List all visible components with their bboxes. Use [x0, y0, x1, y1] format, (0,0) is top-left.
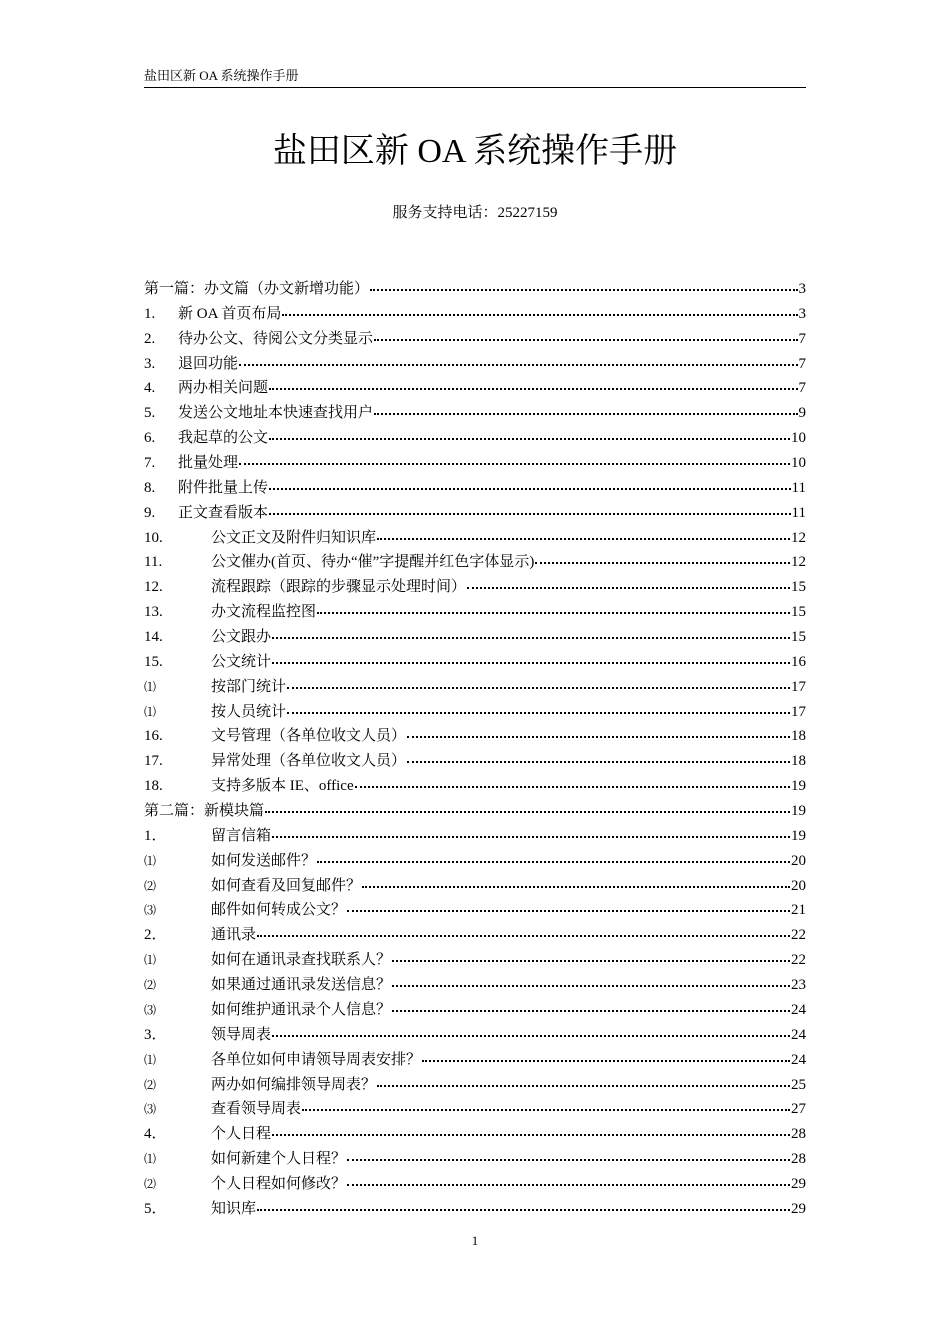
toc-dot-leader — [362, 885, 790, 888]
toc-entry-number: 2. — [144, 330, 156, 347]
toc-entry-number: 11. — [144, 554, 163, 571]
toc-entry[interactable] — [144, 700, 806, 725]
toc-dot-leader — [272, 1133, 790, 1136]
toc-dot-leader — [374, 338, 797, 341]
toc-entry-number: 13. — [144, 604, 163, 621]
toc-entry-number: 3. — [144, 355, 156, 372]
toc-entry[interactable] — [144, 600, 806, 625]
toc-dot-leader — [239, 462, 790, 465]
toc-entry-number: ⑴ — [144, 679, 157, 694]
toc-entry[interactable] — [144, 923, 806, 948]
toc-dot-leader — [370, 288, 797, 291]
toc-entry-page: 25 — [791, 1076, 806, 1093]
toc-entry-page: 20 — [791, 877, 806, 894]
toc-entry[interactable] — [144, 501, 806, 526]
toc-entry-page: 15 — [791, 629, 806, 646]
toc-entry-title: 邮件如何转成公文？ — [211, 902, 347, 919]
toc-entry[interactable] — [144, 998, 806, 1023]
toc-entry-number: ⑴ — [144, 704, 157, 719]
toc-entry-title: 支持多版本 IE、office — [211, 778, 354, 795]
toc-dot-leader — [422, 1059, 790, 1062]
toc-entry-page: 28 — [791, 1151, 806, 1168]
toc-entry-title: 附件批量上传 — [178, 479, 269, 496]
toc-entry-page: 27 — [791, 1101, 806, 1118]
toc-entry-page: 29 — [791, 1200, 806, 1217]
toc-dot-leader — [272, 636, 790, 639]
toc-entry-number: ⑵ — [144, 978, 157, 993]
toc-entry-title: 我起草的公文 — [178, 430, 269, 447]
toc-entry-number: 7. — [144, 455, 156, 472]
toc-entry-page: 28 — [791, 1126, 806, 1143]
toc-entry-title: 留言信箱 — [211, 827, 272, 844]
toc-entry[interactable] — [144, 1073, 806, 1098]
toc-dot-leader — [269, 387, 797, 390]
toc-entry-title: 如何在通讯录查找联系人？ — [211, 952, 392, 969]
toc-entry[interactable] — [144, 1023, 806, 1048]
toc-dot-leader — [269, 512, 791, 515]
toc-entry-page: 7 — [798, 380, 806, 397]
toc-entry-number: ⑴ — [144, 953, 157, 968]
toc-dot-leader — [377, 1084, 790, 1087]
toc-entry[interactable] — [144, 1172, 806, 1197]
toc-entry-page: 19 — [791, 778, 806, 795]
toc-entry-title: 公文统计 — [211, 653, 272, 670]
toc-entry-title: 批量处理 — [178, 455, 239, 472]
toc-dot-leader — [347, 1183, 790, 1186]
toc-entry-page: 18 — [791, 728, 806, 745]
toc-entry-page: 19 — [791, 803, 806, 820]
toc-entry-number: ⑵ — [144, 878, 157, 893]
toc-dot-leader — [269, 487, 791, 490]
toc-entry-title: 通讯录 — [211, 927, 257, 944]
toc-dot-leader — [377, 537, 790, 540]
toc-entry[interactable] — [144, 675, 806, 700]
header-rule — [144, 87, 806, 88]
toc-dot-leader — [374, 412, 797, 415]
toc-entry[interactable] — [144, 327, 806, 352]
toc-entry[interactable] — [144, 749, 806, 774]
toc-entry-title: 流程跟踪（跟踪的步骤显示处理时间） — [211, 579, 467, 596]
toc-entry-page: 3 — [798, 305, 806, 322]
support-phone: 服务支持电话：25227159 — [392, 205, 558, 221]
toc-dot-leader — [257, 934, 790, 937]
toc-dot-leader — [239, 363, 797, 366]
toc-entry[interactable] — [144, 476, 806, 501]
toc-entry[interactable] — [144, 1048, 806, 1073]
toc-entry-page: 21 — [791, 902, 806, 919]
toc-entry[interactable] — [144, 352, 806, 377]
toc-dot-leader — [467, 586, 790, 589]
toc-entry[interactable] — [144, 1147, 806, 1172]
toc-dot-leader — [355, 785, 790, 788]
toc-entry-title: 公文催办(首页、待办“催”字提醒并红色字体显示) — [211, 554, 535, 571]
toc-entry-number: 4． — [144, 1126, 167, 1143]
toc-dot-leader — [287, 686, 790, 689]
toc-dot-leader — [272, 835, 790, 838]
toc-entry-page: 12 — [791, 554, 806, 571]
toc-entry-number: ⑴ — [144, 1052, 157, 1067]
toc-entry-title: 异常处理（各单位收文人员） — [211, 753, 407, 770]
toc-entry[interactable] — [144, 451, 806, 476]
toc-entry-number: 12. — [144, 579, 163, 596]
toc-entry-page: 22 — [791, 952, 806, 969]
toc-entry-number: 5. — [144, 405, 156, 422]
toc-entry-number: ⑶ — [144, 1102, 157, 1117]
toc-dot-leader — [265, 810, 790, 813]
toc-entry[interactable] — [144, 874, 806, 899]
toc-entry-page: 17 — [791, 678, 806, 695]
toc-entry[interactable] — [144, 650, 806, 675]
toc-entry-page: 9 — [798, 405, 806, 422]
toc-entry[interactable] — [144, 824, 806, 849]
toc-entry[interactable] — [144, 526, 806, 551]
toc-entry[interactable] — [144, 1097, 806, 1122]
toc-entry[interactable] — [144, 625, 806, 650]
toc-entry[interactable] — [144, 948, 806, 973]
toc-entry-title: 两办如何编排领导周表？ — [211, 1076, 377, 1093]
toc-entry-title: 如何新建个人日程？ — [211, 1151, 347, 1168]
page-number: 1 — [471, 1233, 479, 1248]
toc-dot-leader — [272, 1034, 790, 1037]
toc-entry[interactable] — [144, 426, 806, 451]
toc-dot-leader — [257, 1208, 790, 1211]
toc-entry-page: 24 — [791, 1001, 806, 1018]
toc-entry[interactable] — [144, 724, 806, 749]
toc-entry-number: 3． — [144, 1026, 167, 1043]
toc-entry-page: 12 — [791, 529, 806, 546]
toc-entry-page: 3 — [798, 281, 806, 297]
toc-entry-title: 领导周表 — [211, 1026, 272, 1043]
toc-entry-number: 6. — [144, 430, 156, 447]
toc-entry-number: 17. — [144, 753, 163, 770]
toc-entry-number: 16. — [144, 728, 163, 745]
toc-entry[interactable] — [144, 302, 806, 327]
table-of-contents — [144, 277, 806, 1222]
toc-entry-number: ⑴ — [144, 853, 157, 868]
toc-dot-leader — [272, 661, 790, 664]
toc-entry-title: 办文流程监控图 — [211, 604, 317, 621]
toc-entry-page: 20 — [791, 852, 806, 869]
toc-entry-number: ⑴ — [144, 1152, 157, 1167]
toc-entry-page: 10 — [791, 455, 806, 472]
toc-entry-number: 8. — [144, 479, 156, 496]
toc-entry-title: 各单位如何申请领导周表安排？ — [211, 1051, 422, 1068]
toc-entry-number: 10. — [144, 529, 163, 546]
toc-dot-leader — [347, 909, 790, 912]
toc-entry[interactable] — [144, 401, 806, 426]
toc-entry[interactable] — [144, 1197, 806, 1222]
toc-entry[interactable] — [144, 973, 806, 998]
toc-entry[interactable] — [144, 550, 806, 575]
toc-dot-leader — [392, 984, 790, 987]
toc-entry[interactable] — [144, 575, 806, 600]
toc-entry-title: 个人日程如何修改？ — [211, 1175, 347, 1192]
toc-entry-title: 如何维护通讯录个人信息？ — [211, 1001, 392, 1018]
toc-entry-title: 查看领导周表 — [211, 1101, 302, 1118]
toc-entry-page: 7 — [798, 355, 806, 372]
toc-entry[interactable] — [144, 849, 806, 874]
toc-dot-leader — [317, 611, 790, 614]
toc-entry[interactable] — [144, 774, 806, 799]
toc-dot-leader — [407, 760, 790, 763]
toc-entry-number: 5． — [144, 1200, 167, 1217]
toc-dot-leader — [269, 437, 790, 440]
toc-entry-title: 新 OA 首页布局 — [178, 305, 282, 322]
running-header: 盐田区新 OA 系统操作手册 — [144, 68, 299, 83]
toc-entry-title: 第一篇：办文篇（办文新增功能） — [144, 281, 370, 297]
toc-entry-page: 16 — [791, 653, 806, 670]
toc-entry-title: 正文查看版本 — [178, 504, 269, 521]
toc-entry[interactable] — [144, 799, 806, 824]
toc-entry-page: 24 — [791, 1026, 806, 1043]
toc-entry[interactable] — [144, 1122, 806, 1147]
toc-entry-page: 15 — [791, 604, 806, 621]
toc-dot-leader — [282, 313, 797, 316]
toc-entry-title: 文号管理（各单位收文人员） — [211, 728, 407, 745]
toc-dot-leader — [302, 1108, 790, 1111]
toc-dot-leader — [317, 860, 790, 863]
toc-dot-leader — [407, 735, 790, 738]
toc-entry-title: 两办相关问题 — [178, 380, 269, 397]
toc-entry-number: ⑵ — [144, 1176, 157, 1191]
toc-entry-number: 9. — [144, 504, 156, 521]
toc-entry-title: 知识库 — [211, 1200, 257, 1217]
toc-entry-page: 11 — [791, 479, 806, 496]
toc-entry-title: 按人员统计 — [211, 703, 287, 720]
toc-dot-leader — [535, 561, 790, 564]
toc-entry-page: 11 — [791, 504, 806, 521]
toc-entry-title: 个人日程 — [211, 1126, 272, 1143]
toc-entry-number: 1． — [144, 827, 167, 844]
toc-entry[interactable] — [144, 277, 806, 302]
toc-entry-number: ⑶ — [144, 903, 157, 918]
toc-entry-title: 公文正文及附件归知识库 — [211, 529, 377, 546]
toc-entry-title: 公文跟办 — [211, 629, 272, 646]
toc-entry-number: 1. — [144, 305, 156, 322]
toc-entry-page: 15 — [791, 579, 806, 596]
toc-entry-page: 19 — [791, 827, 806, 844]
toc-entry-page: 29 — [791, 1175, 806, 1192]
toc-entry[interactable] — [144, 376, 806, 401]
toc-entry-title: 按部门统计 — [211, 678, 287, 695]
toc-entry-page: 7 — [798, 330, 806, 347]
toc-entry-number: 4. — [144, 380, 156, 397]
toc-entry-page: 17 — [791, 703, 806, 720]
toc-entry-title: 发送公文地址本快速查找用户 — [178, 405, 374, 422]
toc-entry-title: 待办公文、待阅公文分类显示 — [178, 330, 374, 347]
document-title: 盐田区新 OA 系统操作手册 — [272, 133, 678, 170]
toc-dot-leader — [392, 959, 790, 962]
toc-entry-page: 18 — [791, 753, 806, 770]
toc-entry-title: 如何发送邮件？ — [211, 852, 317, 869]
toc-entry-title: 退回功能 — [178, 355, 239, 372]
toc-dot-leader — [392, 1009, 790, 1012]
toc-entry-page: 22 — [791, 927, 806, 944]
toc-entry-number: 2． — [144, 927, 167, 944]
toc-entry-page: 23 — [791, 977, 806, 994]
toc-entry-number: 18. — [144, 778, 163, 795]
toc-dot-leader — [287, 711, 790, 714]
toc-entry-title: 第二篇：新模块篇 — [144, 803, 265, 820]
toc-dot-leader — [347, 1158, 790, 1161]
toc-entry-number: ⑵ — [144, 1077, 157, 1092]
toc-entry-number: 14. — [144, 629, 163, 646]
toc-entry-number: ⑶ — [144, 1002, 157, 1017]
toc-entry-number: 15. — [144, 653, 163, 670]
toc-entry-title: 如果通过通讯录发送信息？ — [211, 977, 392, 994]
toc-entry-page: 10 — [791, 430, 806, 447]
toc-entry-title: 如何查看及回复邮件？ — [211, 877, 362, 894]
toc-entry-page: 24 — [791, 1051, 806, 1068]
toc-entry[interactable] — [144, 898, 806, 923]
